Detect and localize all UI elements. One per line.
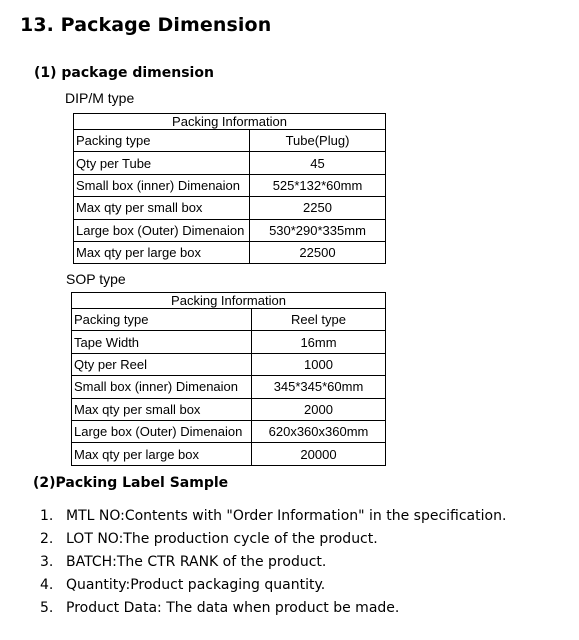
table-row	[72, 443, 386, 465]
table-row	[74, 152, 386, 174]
row-label: Max qty per small box	[72, 398, 252, 420]
row-value: 16mm	[252, 331, 386, 353]
subheading-package-dimension: (1) package dimension	[34, 65, 214, 81]
row-value: 20000	[252, 443, 386, 465]
dip-type-label: DIP/M type	[65, 90, 135, 106]
row-value: 1000	[252, 353, 386, 375]
list-item	[40, 528, 506, 551]
list-text: Product Data: The data when product be made.	[66, 600, 400, 616]
row-label: Packing type	[74, 130, 250, 152]
row-label: Qty per Reel	[72, 353, 252, 375]
notes-list	[40, 505, 506, 620]
list-text: MTL NO:Contents with "Order Information" in the specification.	[66, 508, 507, 524]
subheading-packing-label-sample: (2)Packing Label Sample	[33, 475, 229, 491]
list-text: BATCH:The CTR RANK of the product.	[66, 554, 327, 570]
row-value: 525*132*60mm	[250, 174, 386, 196]
row-value: 45	[250, 152, 386, 174]
row-label: Tape Width	[72, 331, 252, 353]
sop-type-label: SOP type	[66, 271, 126, 287]
row-value: 620x360x360mm	[252, 420, 386, 442]
section-title: 13. Package Dimension	[20, 14, 272, 36]
table-row	[74, 241, 386, 263]
row-label: Max qty per large box	[72, 443, 252, 465]
sop-packing-table	[71, 292, 386, 466]
table-row	[72, 398, 386, 420]
row-value: Reel type	[252, 309, 386, 331]
list-item	[40, 597, 506, 620]
dip-packing-table	[73, 113, 386, 264]
table-row	[74, 130, 386, 152]
table-header: Packing Information	[74, 114, 386, 130]
table-row	[72, 331, 386, 353]
row-value: 2250	[250, 197, 386, 219]
row-label: Qty per Tube	[74, 152, 250, 174]
table-header-row	[72, 293, 386, 309]
table-row	[72, 376, 386, 398]
list-item	[40, 551, 506, 574]
list-item	[40, 505, 506, 528]
row-value: 2000	[252, 398, 386, 420]
list-number: 3.	[40, 554, 54, 570]
table-row	[72, 353, 386, 375]
list-number: 4.	[40, 577, 54, 593]
row-value: 345*345*60mm	[252, 376, 386, 398]
table-row	[72, 420, 386, 442]
table-header: Packing Information	[72, 293, 386, 309]
row-label: Large box (Outer) Dimenaion	[72, 420, 252, 442]
list-text: LOT NO:The production cycle of the product.	[66, 531, 378, 547]
row-value: Tube(Plug)	[250, 130, 386, 152]
row-label: Max qty per large box	[74, 241, 250, 263]
table-row	[72, 309, 386, 331]
list-number: 5.	[40, 600, 54, 616]
list-number: 1.	[40, 508, 54, 524]
list-number: 2.	[40, 531, 54, 547]
row-value: 530*290*335mm	[250, 219, 386, 241]
table-header-row	[74, 114, 386, 130]
row-label: Max qty per small box	[74, 197, 250, 219]
table-row	[74, 174, 386, 196]
row-label: Large box (Outer) Dimenaion	[74, 219, 250, 241]
row-label: Small box (inner) Dimenaion	[74, 174, 250, 196]
list-item	[40, 574, 506, 597]
row-value: 22500	[250, 241, 386, 263]
row-label: Small box (inner) Dimenaion	[72, 376, 252, 398]
row-label: Packing type	[72, 309, 252, 331]
list-text: Quantity:Product packaging quantity.	[66, 577, 326, 593]
table-row	[74, 197, 386, 219]
table-row	[74, 219, 386, 241]
